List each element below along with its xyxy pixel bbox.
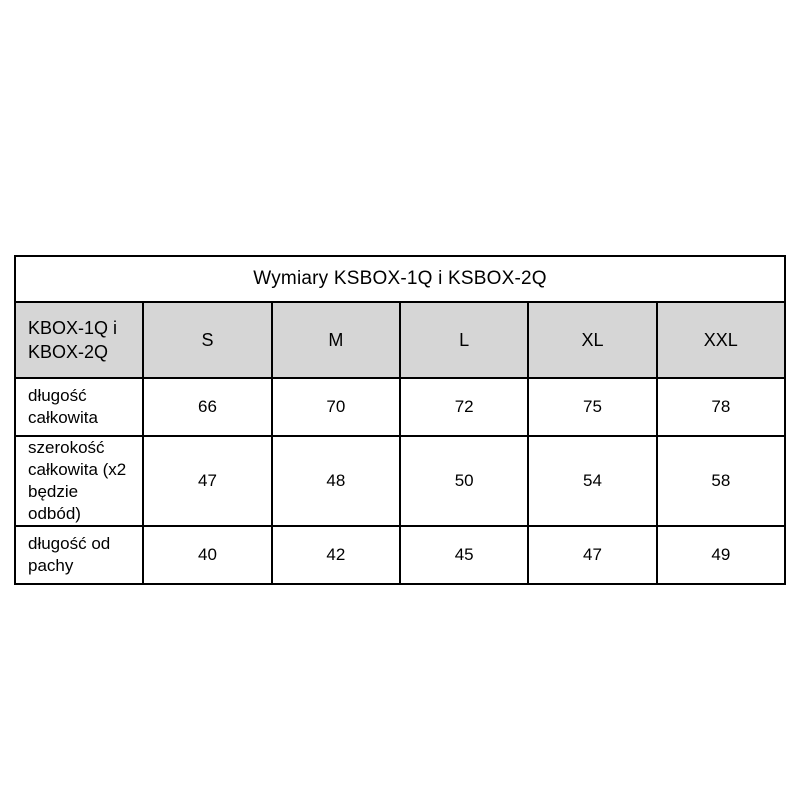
table-row	[15, 436, 785, 526]
cell-szerokosc-calkowita-s: 47	[143, 436, 271, 526]
size-chart-table	[14, 255, 786, 585]
cell-dlugosc-calkowita-xxl: 78	[657, 378, 785, 436]
column-header-xxl: XXL	[657, 302, 785, 378]
row-label-szerokosc-calkowita: szerokość całkowita (x2 będzie odbód)	[15, 436, 143, 526]
cell-dlugosc-calkowita-s: 66	[143, 378, 271, 436]
cell-szerokosc-calkowita-m: 48	[272, 436, 400, 526]
table-title-row	[15, 256, 785, 302]
cell-szerokosc-calkowita-xl: 54	[528, 436, 656, 526]
column-header-s: S	[143, 302, 271, 378]
cell-dlugosc-calkowita-l: 72	[400, 378, 528, 436]
column-header-xl: XL	[528, 302, 656, 378]
row-label-dlugosc-od-pachy: długość od pachy	[15, 526, 143, 584]
header-corner-label: KBOX-1Q i KBOX-2Q	[15, 302, 143, 378]
row-label-dlugosc-calkowita: długość całkowita	[15, 378, 143, 436]
table-row	[15, 378, 785, 436]
cell-szerokosc-calkowita-l: 50	[400, 436, 528, 526]
cell-szerokosc-calkowita-xxl: 58	[657, 436, 785, 526]
table-header-row	[15, 302, 785, 378]
cell-dlugosc-od-pachy-m: 42	[272, 526, 400, 584]
cell-dlugosc-od-pachy-xl: 47	[528, 526, 656, 584]
cell-dlugosc-od-pachy-xxl: 49	[657, 526, 785, 584]
cell-dlugosc-calkowita-m: 70	[272, 378, 400, 436]
column-header-m: M	[272, 302, 400, 378]
cell-dlugosc-calkowita-xl: 75	[528, 378, 656, 436]
cell-dlugosc-od-pachy-s: 40	[143, 526, 271, 584]
column-header-l: L	[400, 302, 528, 378]
table-row	[15, 526, 785, 584]
size-chart-container	[14, 255, 786, 585]
cell-dlugosc-od-pachy-l: 45	[400, 526, 528, 584]
page-title: Wymiary KSBOX-1Q i KSBOX-2Q	[15, 256, 785, 302]
